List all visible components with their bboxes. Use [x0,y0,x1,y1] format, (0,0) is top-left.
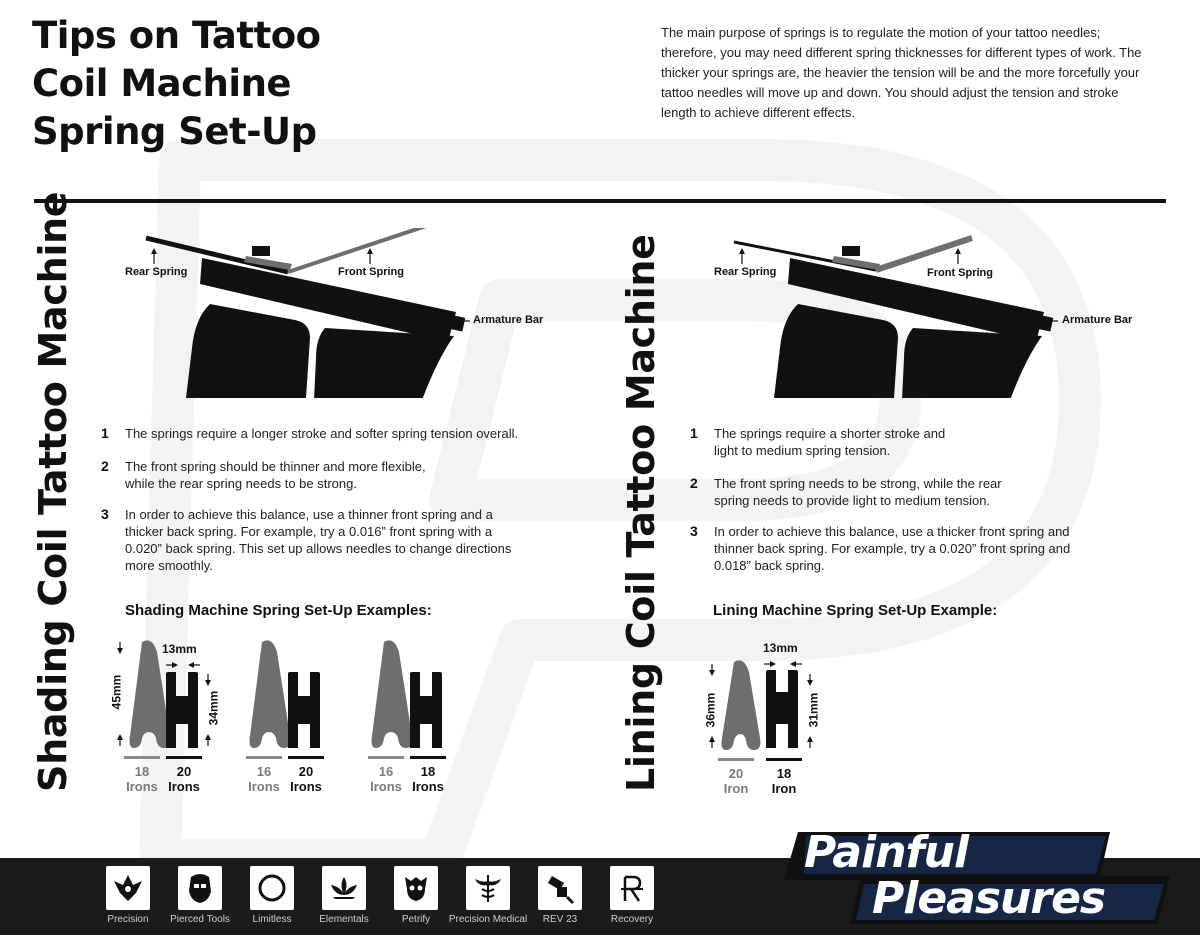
lining-steps [690,425,1120,574]
step-number: 2 [101,458,109,474]
lining-subhead: Lining Machine Spring Set-Up Example: [713,602,998,619]
rear-height-dimension: 34mm [206,690,221,726]
front-spring-shape [372,640,413,748]
painful-pleasures-logo[interactable] [780,826,1180,926]
limitless-icon [255,871,289,905]
brand-limitless[interactable] [242,866,302,925]
brand-label: Precision [107,914,149,925]
step-number: 3 [690,523,698,539]
rear-spring-caption [764,766,804,796]
front-spring-caption [716,766,756,796]
step-number: 2 [690,475,698,491]
brand-elementals[interactable] [314,866,374,925]
lining-spring-example [702,636,842,766]
rear-spring-label: Rear Spring [714,266,777,278]
step-item [101,506,526,574]
shading-steps [101,425,531,574]
lotus-icon [327,871,361,905]
brand-label: Pierced Tools [170,914,230,925]
caption-unit: Iron [771,781,797,796]
step-item [690,475,1035,509]
rear-spring-caption [286,764,326,794]
brand-precision[interactable] [98,866,158,925]
step-item [690,523,1100,574]
brand-label: Elementals [319,914,369,925]
caption-number: 18 [776,766,792,781]
width-dimension: 13mm [162,642,197,656]
step-text: The front spring needs to be strong, while the rear spring needs to provide light to medium tension. [714,476,1002,508]
caption-unit: Irons [168,779,200,794]
front-spring-caption [366,764,406,794]
caption-number: 20 [728,766,744,781]
step-item [690,425,960,459]
precision-icon [111,871,145,905]
recovery-icon [615,871,649,905]
rear-spring-caption [164,764,204,794]
rear-spring-shape [410,672,442,748]
coil-left [774,304,898,398]
step-number: 1 [101,425,109,441]
brand-label: Precision Medical [448,914,528,925]
step-number: 1 [690,425,698,441]
caption-unit: Irons [290,779,322,794]
brand-label: Petrify [401,914,431,925]
caption-number: 18 [134,764,150,779]
tattoo-machine-icon [543,871,577,905]
rear-spring-shape [166,672,198,748]
step-text: The springs require a shorter stroke and light to medium spring tension. [714,426,946,458]
brand-precision-medical[interactable] [448,866,528,925]
step-item [101,458,431,492]
intro-paragraph: The main purpose of springs is to regulate the motion of your tattoo needles; therefore, you may need different spring thicknesses for different types of work. The thicker your springs are, the heavier the tension will be and the more forcefully your tattoo needles will move up and down. You should adjust the tension and stroke length to achieve different effects. [661,25,1142,120]
brand-label: Recovery [610,914,654,925]
shading-machine-diagram [120,228,570,398]
front-spring-label: Front Spring [927,267,993,279]
caption-unit: Irons [126,779,158,794]
brand-petrify[interactable] [386,866,446,925]
brand-pierced-tools[interactable] [170,866,230,925]
step-item [101,425,531,442]
front-spring-caption [244,764,284,794]
coil-left [186,304,310,398]
front-spring-shape [130,640,171,748]
step-text: In order to achieve this balance, use a thicker front spring and thinner back spring. For example, try a 0.020” front spring and 0.018” back spring. [714,524,1071,573]
front-spring-shape [722,660,761,750]
spring-clamp [842,246,860,256]
caption-unit: Irons [412,779,444,794]
brand-label: REV 23 [542,914,578,925]
rear-spring-label: Rear Spring [125,266,188,278]
caption-unit: Irons [248,779,280,794]
armature-tip [1037,315,1054,332]
pierced-tools-icon [183,871,217,905]
title-line: Tips on Tattoo [32,14,321,57]
step-number: 3 [101,506,109,522]
petrify-icon [399,871,433,905]
step-text: The springs require a longer stroke and softer spring tension overall. [125,426,519,441]
step-text: The front spring should be thinner and more flexible, while the rear spring needs to be strong. [125,459,426,491]
title-line: Spring Set-Up [32,110,317,153]
lining-side-title: Lining Coil Tattoo Machine [619,234,663,792]
spring-clamp [252,246,270,256]
shading-subhead: Shading Machine Spring Set-Up Examples: [125,602,432,619]
rear-spring-shape [288,672,320,748]
logo-line-1: Painful [804,827,969,878]
brand-rev-23[interactable] [530,866,590,925]
spring-shim [832,256,880,270]
caption-number: 16 [378,764,394,779]
front-spring-caption [122,764,162,794]
front-height-dimension: 36mm [703,692,718,728]
armature-tip [449,315,466,332]
title-line: Coil Machine [32,62,291,105]
caption-unit: Irons [370,779,402,794]
step-text: In order to achieve this balance, use a thinner front spring and a thicker back spring. For example, try a 0.016” front spring with a 0.020” back spring. This set up allows needles to change directions more smoothly. [125,507,512,573]
caption-number: 20 [298,764,314,779]
front-height-dimension: 45mm [109,674,124,710]
armature-bar-label: Armature Bar [473,314,544,326]
logo-line-2: Pleasures [872,873,1106,924]
front-spring-shape [250,640,291,748]
rear-height-dimension: 31mm [806,692,821,728]
rear-spring-shape [766,670,798,748]
caption-number: 20 [176,764,192,779]
brand-recovery[interactable] [602,866,662,925]
width-dimension: 13mm [763,641,798,655]
coil-right [902,328,1042,398]
shading-side-title: Shading Coil Tattoo Machine [31,191,75,792]
front-spring-label: Front Spring [338,266,404,278]
lining-machine-diagram [708,228,1158,398]
armature-bar-label: Armature Bar [1062,314,1133,326]
caption-number: 16 [256,764,272,779]
caption-number: 18 [420,764,436,779]
caption-unit: Iron [723,781,749,796]
coil-right [314,328,454,398]
page-title [32,12,432,156]
caduceus-icon [471,871,505,905]
rear-spring-caption [408,764,448,794]
divider-rule [34,199,1166,203]
brand-label: Limitless [252,914,292,925]
